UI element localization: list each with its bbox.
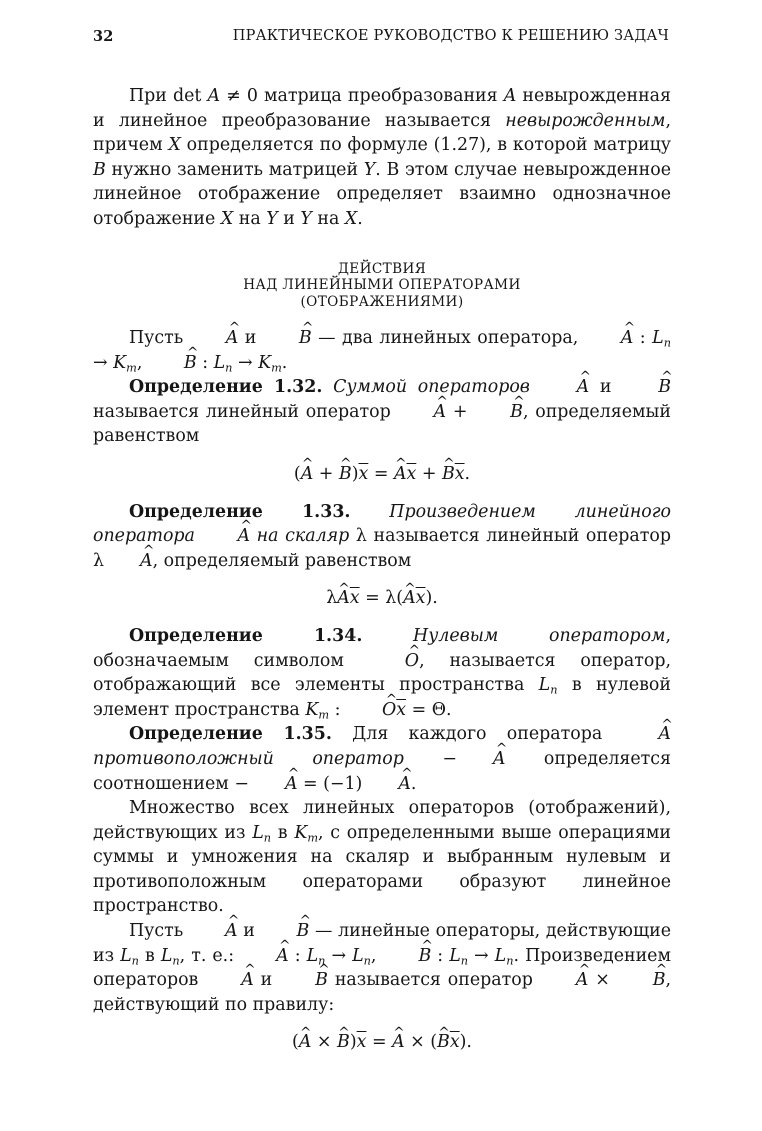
definition-1-32: Определение 1.32. Суммой операторов ^ A и ^ B называется линейный оператор ^ A + ^ B, определяемый равенством xyxy=(93,375,671,449)
formula-scalar: λ^ $A\overline{x}$ = λ(^ $A\overline{x}$). xyxy=(93,586,671,611)
section-title-line-2: НАД ЛИНЕЙНЫМИ ОПЕРАТОРАМИ xyxy=(243,277,521,294)
page-number: 32 xyxy=(93,28,114,45)
section-title-line-3: (ОТОБРАЖЕНИЯМИ) xyxy=(300,293,464,310)
formula-product: (^ A × ^ $B)\overline{x}$ = ^ A × (^ $B\overline{x}$). xyxy=(93,1030,671,1055)
definition-label: Определение 1.32. xyxy=(129,377,323,398)
main-block xyxy=(93,326,671,1055)
paragraph-operator-space: Множество всех линейных операторов (отображений), действующих из $L_n$ в $K_m$, с определенными выше операциями суммы и умножения на скаляр и выбранным нулевым и противоположным операторами образуют линейное пространство. xyxy=(93,798,671,917)
definition-label: Определение 1.35. xyxy=(129,724,332,745)
definition-label: Определение 1.33. xyxy=(129,501,351,522)
paragraph-operator-product: Пусть ^ A и ^ B — линейные операторы, действующие из $L_n$ в $L_n$, т. е.: ^ A : $L_n \to L_n$, ^ B : $L_n \to L_n$. Произведением операторов ^ A и ^ B называется оператор ^ A × ^ B, действующий по правилу: xyxy=(93,919,671,1017)
section-title-line-1: ДЕЙСТВИЯ xyxy=(337,261,427,277)
section-title xyxy=(93,261,671,310)
definition-1-34: Определение 1.34. Нулевым оператором, обозначаемым символом ^ O, называется оператор, отображающий все элементы пространства $L_n$ в нулевой элемент пространства $K_m$ : ^ $O\overline{x} = \Theta$. xyxy=(93,624,671,722)
intro-block xyxy=(93,84,671,232)
formula-sum: (^ A + ^ $B)\overline{x}$ = ^ $A\overline{x}$ + ^ $B\overline{x}$. xyxy=(93,462,671,487)
running-title: ПРАКТИЧЕСКОЕ РУКОВОДСТВО К РЕШЕНИЮ ЗАДАЧ xyxy=(232,28,669,44)
definition-label: Определение 1.34. xyxy=(129,625,363,646)
page-header xyxy=(93,28,669,50)
term-nondegenerate: невырожденным xyxy=(505,110,666,131)
paragraph-let-operators: Пусть ^ A и ^ B — два линейных оператора, ^ A : $L_n \to K_m$, ^ B : $L_n \to K_m$. xyxy=(93,326,671,375)
intro-paragraph: При det A ≠ 0 матрица преобразования A невырожденная и линейное преобразование называется невырожденным, причем X определяется по формуле (1.27), в которой матрицу B нужно заменить матрицей Y. В этом случае невырожденное линейное отображение определяет взаимно однозначное отображение X на Y и Y на X. xyxy=(93,86,671,229)
definition-1-35: Определение 1.35. Для каждого оператора ^ A противоположный оператор − ^ A определяется соотношением − ^ A = (−1) ^ A. xyxy=(93,722,671,796)
definition-1-33: Определение 1.33. Произведением линейного оператора ^ A на скаляр λ называется линейный оператор λ ^ A, определяемый равенством xyxy=(93,500,671,574)
